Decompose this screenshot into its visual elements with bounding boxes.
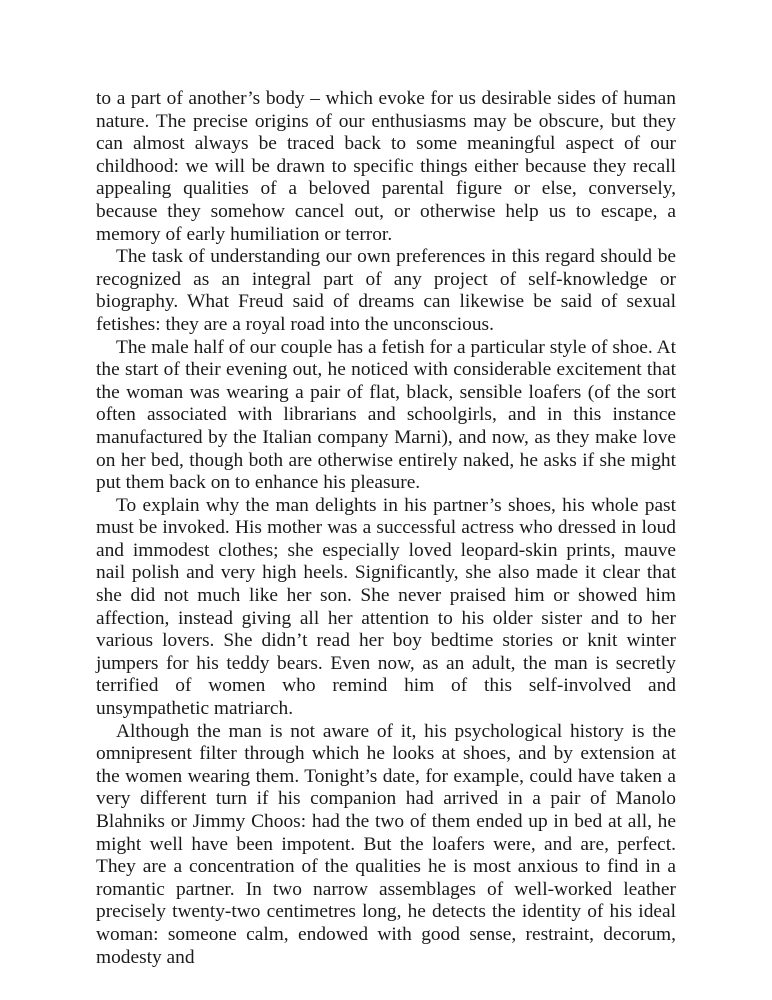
paragraph-self-knowledge: The task of understanding our own preferences in this regard should be recognized as an integral part of any project of self-knowledge or biography. What Freud said of dreams can likewise be said of sexual fetishes: they are a royal road into the unconscious. xyxy=(96,246,676,335)
paragraph-shoe-fetish: The male half of our couple has a fetish for a particular style of shoe. At the start of their evening out, he noticed with considerable excitement that the woman was wearing a pair of flat, black, sensible loafers (of the sort often associated with librarians and schoolgirls, and in this instance manufactured by the Italian company Marni), and now, as they make love on her bed, though both are otherwise entirely naked, he asks if she might put them back on to enhance his pleasure. xyxy=(96,336,676,494)
paragraph-continued: to a part of another’s body – which evoke for us desirable sides of human nature. The precise origins of our enthusiasms may be obscure, but they can almost always be traced back to some meaningful aspect of our childhood: we will be drawn to specific things either because they recall appealing qualities of a beloved parental figure or else, conversely, because they somehow cancel out, or otherwise help us to escape, a memory of early humiliation or terror. xyxy=(96,88,676,245)
paragraph-mother: To explain why the man delights in his partner’s shoes, his whole past must be invoked. His mother was a successful actress who dressed in loud and immodest clothes; she especially loved leopard-skin prints, mauve nail polish and very high heels. Significantly, she also made it clear that she did not much like her son. She never praised him or showed him affection, instead giving all her attention to his older sister and to her various lovers. She didn’t read her boy bedtime stories or knit winter jumpers for his teddy bears. Even now, as an adult, the man is secretly terrified of women who remind him of this self-involved and unsympathetic matriarch. xyxy=(96,494,676,720)
document-page xyxy=(96,88,676,969)
paragraph-psychological-history: Although the man is not aware of it, his psychological history is the omnipresent filter through which he looks at shoes, and by extension at the women wearing them. Tonight’s date, for example, could have taken a very different turn if his companion had arrived in a pair of Manolo Blahniks or Jimmy Choos: had the two of them ended up in bed at all, he might well have been impotent. But the loafers were, and are, perfect. They are a concentration of the qualities he is most anxious to find in a romantic partner. In two narrow assemblages of well-worked leather precisely twenty-two centimetres long, he detects the identity of his ideal woman: someone calm, endowed with good sense, restraint, decorum, modesty and xyxy=(96,720,676,968)
